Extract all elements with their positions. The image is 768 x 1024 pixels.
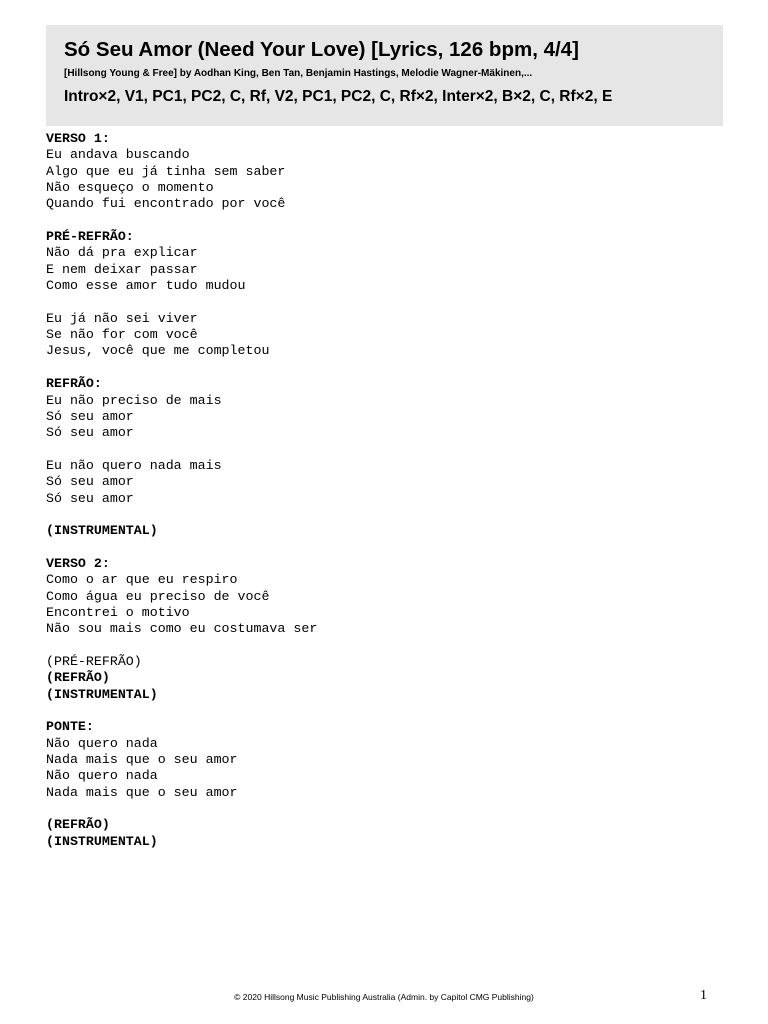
- lyric-line: Só seu amor: [46, 408, 134, 424]
- lyric-line: Como água eu preciso de você: [46, 588, 270, 604]
- repeat-instrumental-marker: (INSTRUMENTAL): [46, 686, 158, 702]
- song-credits: [Hillsong Young & Free] by Aodhan King, Ben Tan, Benjamin Hastings, Melodie Wagner-Mäkinen,...: [64, 68, 533, 79]
- chorus-2-section: [46, 458, 706, 507]
- verse-1-section: [46, 131, 706, 213]
- instrumental-section: [46, 523, 706, 539]
- lyric-line: Se não for com você: [46, 327, 198, 343]
- song-title: Só Seu Amor (Need Your Love) [Lyrics, 126 bpm, 4/4]: [64, 38, 579, 61]
- lyric-line: Encontrei o motivo: [46, 604, 190, 620]
- ending-block: [46, 817, 706, 850]
- chorus-section: [46, 376, 706, 441]
- copyright-footer: © 2020 Hillsong Music Publishing Australia (Admin. by Capitol CMG Publishing): [234, 992, 534, 1002]
- section-label-prechorus: PRÉ-REFRÃO:: [46, 229, 134, 245]
- section-label-verse-2: VERSO 2:: [46, 555, 110, 571]
- instrumental-marker: (INSTRUMENTAL): [46, 523, 158, 539]
- lyric-line: Eu não quero nada mais: [46, 457, 222, 473]
- lyric-line: Nada mais que o seu amor: [46, 784, 238, 800]
- lyric-line: Eu não preciso de mais: [46, 392, 222, 408]
- verse-2-section: [46, 556, 706, 638]
- section-label-verse-1: VERSO 1:: [46, 131, 110, 146]
- song-header: [46, 25, 723, 126]
- bridge-section: [46, 719, 706, 801]
- prechorus-section: [46, 229, 706, 294]
- lyric-line: Só seu amor: [46, 425, 134, 441]
- lyric-line: Não esqueço o momento: [46, 180, 214, 196]
- lyric-line: E nem deixar passar: [46, 261, 198, 277]
- song-structure: Intro×2, V1, PC1, PC2, C, Rf, V2, PC1, PC2, C, Rf×2, Inter×2, B×2, C, Rf×2, E: [64, 88, 613, 105]
- repeat-prechorus-marker: (PRÉ-REFRÃO): [46, 654, 142, 669]
- lyric-line: Nada mais que o seu amor: [46, 752, 238, 768]
- lyric-line: Algo que eu já tinha sem saber: [46, 163, 286, 179]
- page-number: 1: [700, 988, 707, 1003]
- ending-chorus-marker: (REFRÃO): [46, 817, 110, 833]
- lyric-line: Não quero nada: [46, 735, 158, 751]
- section-label-chorus: REFRÃO:: [46, 376, 102, 392]
- lyric-line: Como esse amor tudo mudou: [46, 278, 246, 294]
- lyric-line: Não quero nada: [46, 768, 158, 784]
- section-label-bridge: PONTE:: [46, 719, 94, 735]
- ending-instrumental-marker: (INSTRUMENTAL): [46, 833, 158, 849]
- lyrics-body: [46, 131, 706, 866]
- repeat-block: [46, 654, 706, 703]
- lyric-line: Eu já não sei viver: [46, 310, 198, 326]
- lyric-line: Como o ar que eu respiro: [46, 572, 238, 588]
- lyric-line: Não dá pra explicar: [46, 245, 198, 261]
- repeat-chorus-marker: (REFRÃO): [46, 670, 110, 686]
- lyric-line: Eu andava buscando: [46, 147, 190, 163]
- lyric-line: Quando fui encontrado por você: [46, 196, 286, 212]
- prechorus-2-section: [46, 311, 706, 360]
- lyric-line: Só seu amor: [46, 490, 134, 506]
- lyric-line: Não sou mais como eu costumava ser: [46, 621, 318, 637]
- lyric-line: Jesus, você que me completou: [46, 343, 270, 359]
- lyric-line: Só seu amor: [46, 474, 134, 490]
